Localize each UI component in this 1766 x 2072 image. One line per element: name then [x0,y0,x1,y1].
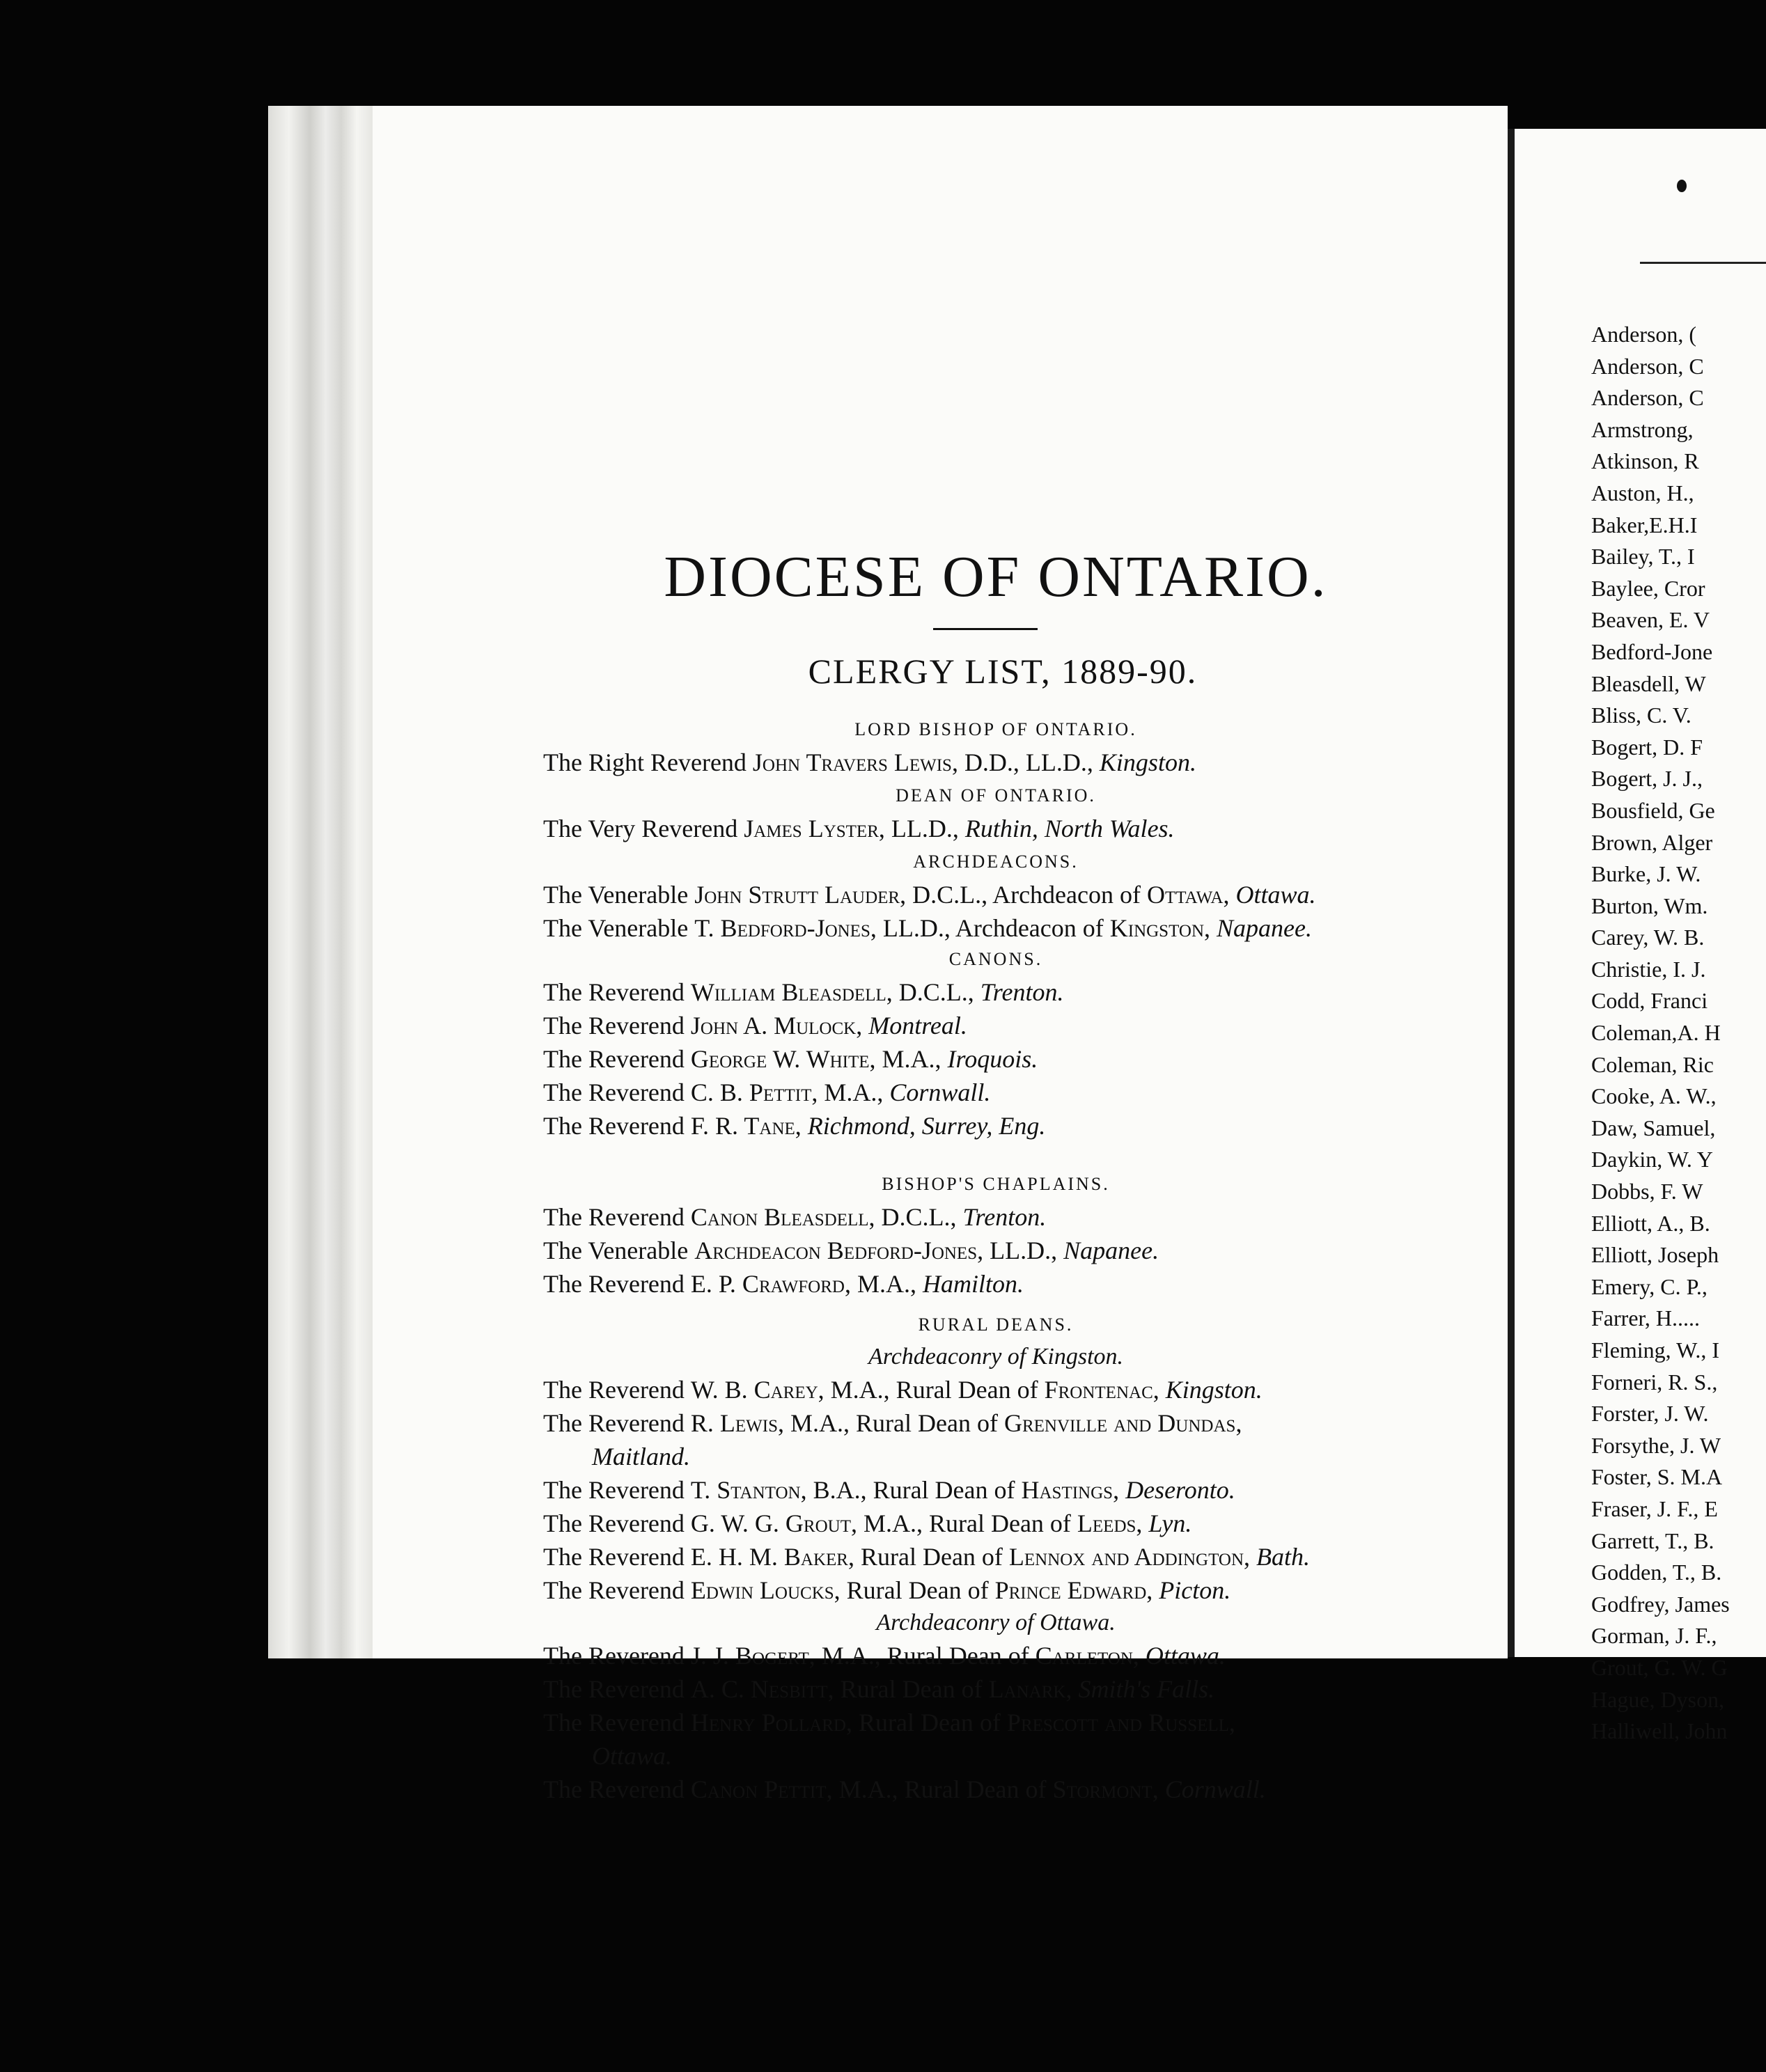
list-item: Cooke, A. W., [1591,1083,1717,1109]
title-rule [933,628,1038,630]
list-item: Daw, Samuel, [1591,1115,1716,1140]
index-list [1591,319,1766,1748]
archdeacon-entry: The Venerable John Strutt Lauder, D.C.L., Archdeacon of Ottawa, Ottawa. [543,881,1316,909]
bishop-entry: The Right Reverend John Travers Lewis, D.D., LL.D., Kingston. [543,748,1196,776]
list-item: Bousfield, Ge [1591,797,1715,823]
list-item: Beaven, E. V [1591,607,1710,633]
archdeacons-section [543,846,1448,945]
chaplain-entry: The Reverend Canon Bleasdell, D.C.L., Trenton. [543,1203,1047,1231]
rural-dean-entry: The Reverend R. Lewis, M.A., Rural Dean of Grenville and Dundas, Maitland. [543,1409,1242,1470]
list-item: Fleming, W., I [1591,1337,1720,1363]
page-edge-stack [268,106,373,1658]
list-item: Carey, W. B. [1591,925,1705,950]
list-item: Bleasdell, W [1591,670,1706,696]
chaplain-entry: The Venerable Archdeacon Bedford-Jones, LL.D., Napanee. [543,1237,1159,1264]
list-item: Anderson, ( [1591,322,1697,347]
bullet-mark [1677,180,1687,192]
chaplains-section [543,1168,1448,1301]
rural-dean-entry: The Reverend Henry Pollard, Rural Dean of Prescott and Russell, Ottawa. [543,1709,1235,1770]
list-item: Foster, S. M.A [1591,1464,1723,1490]
list-item: Grout, G. W. G [1591,1654,1728,1680]
rural-dean-entry: The Reverend T. Stanton, B.A., Rural Dean of Hastings, Deseronto. [543,1476,1235,1504]
dean-section [543,780,1448,845]
list-item: Anderson, C [1591,385,1704,411]
list-item: Baker,E.H.I [1591,512,1698,537]
rural-dean-entry: The Reverend A. C. Nesbitt, Rural Dean of Lanark, Smith's Falls. [543,1675,1215,1703]
list-item: Christie, I. J. [1591,956,1706,982]
list-item: Farrer, H..... [1591,1305,1700,1331]
rural-dean-entry: The Reverend J. J. Bogert, M.A., Rural Dean of Carleton, Ottawa. [543,1642,1226,1670]
canon-entry: The Reverend William Bleasdell, D.C.L., Trenton. [543,978,1064,1006]
list-item: Hague, Dyson, [1591,1686,1725,1712]
chaplains-heading: BISHOP'S CHAPLAINS. [882,1174,1110,1194]
bishop-section [543,714,1448,779]
list-item: Daykin, W. Y [1591,1147,1713,1172]
list-item: Atkinson, R [1591,448,1699,474]
list-item: Elliott, A., B. [1591,1210,1710,1236]
rural-dean-entry: The Reverend E. H. M. Baker, Rural Dean of Lennox and Addington, Bath. [543,1543,1311,1571]
rural-dean-entry: The Reverend Canon Pettit, M.A., Rural Dean of Stormont, Cornwall. [543,1775,1266,1803]
list-item: Bliss, C. V. [1591,703,1691,728]
canon-entry: The Reverend John A. Mulock, Montreal. [543,1012,967,1039]
list-item: Godfrey, James [1591,1591,1730,1617]
list-item: Armstrong, [1591,416,1694,442]
rural-deans-section [543,1309,1448,1806]
list-item: Gorman, J. F., [1591,1623,1717,1649]
list-item: Forsythe, J. W [1591,1432,1721,1458]
list-item: Bogert, D. F [1591,734,1703,760]
rural-dean-entry: The Reverend W. B. Carey, M.A., Rural Dean of Frontenac, Kingston. [543,1376,1263,1404]
list-item: Coleman,A. H [1591,1020,1721,1046]
list-item: Emery, C. P., [1591,1273,1708,1299]
archdeacons-heading: ARCHDEACONS. [913,851,1079,872]
list-item: Coleman, Ric [1591,1051,1714,1077]
list-item: Bogert, J. J., [1591,766,1703,792]
list-item: Auston, H., [1591,480,1694,505]
list-item: Forster, J. W. [1591,1401,1709,1427]
list-item: Godden, T., B. [1591,1560,1722,1585]
list-item: Brown, Alger [1591,829,1713,855]
archdeacon-entry: The Venerable T. Bedford-Jones, LL.D., Archdeacon of Kingston, Napanee. [543,914,1312,942]
list-item: Dobbs, F. W [1591,1179,1703,1204]
canon-entry: The Reverend George W. White, M.A., Iroquois. [543,1045,1038,1073]
list-item: Codd, Franci [1591,988,1708,1014]
page-title: DIOCESE OF ONTARIO. [664,544,1328,609]
kingston-archdeaconry-heading: Archdeaconry of Kingston. [868,1344,1124,1369]
canons-heading: CANONS. [948,949,1043,969]
right-page-rule [1640,262,1766,264]
list-item: Halliwell, John [1591,1718,1728,1744]
list-item: Garrett, T., B. [1591,1528,1714,1553]
list-item: Burke, J. W. [1591,861,1701,887]
list-item: Burton, Wm. [1591,893,1708,918]
rural-dean-entry: The Reverend Edwin Loucks, Rural Dean of Prince Edward, Picton. [543,1576,1231,1604]
ottawa-archdeaconry-heading: Archdeaconry of Ottawa. [876,1610,1116,1635]
list-item: Elliott, Joseph [1591,1242,1719,1268]
list-item: Bedford-Jone [1591,638,1713,664]
page-subtitle: CLERGY LIST, 1889-90. [808,652,1198,691]
list-item: Anderson, C [1591,353,1704,379]
dean-heading: DEAN OF ONTARIO. [896,785,1096,806]
canon-entry: The Reverend C. B. Pettit, M.A., Cornwall. [543,1078,991,1106]
list-item: Bailey, T., I [1591,544,1695,570]
rural-dean-entry: The Reverend G. W. G. Grout, M.A., Rural Dean of Leeds, Lyn. [543,1509,1192,1537]
list-item: Forneri, R. S., [1591,1369,1718,1395]
chaplain-entry: The Reverend E. P. Crawford, M.A., Hamilton. [543,1270,1024,1298]
bishop-heading: LORD BISHOP OF ONTARIO. [854,719,1137,739]
book-spine [1508,129,1515,1657]
list-item: Baylee, Cror [1591,575,1705,601]
canon-entry: The Reverend F. R. Tane, Richmond, Surrey, Eng. [543,1112,1046,1140]
list-item: Fraser, J. F., E [1591,1496,1718,1521]
canons-section [543,943,1448,1143]
dean-entry: The Very Reverend James Lyster, LL.D., Ruthin, North Wales. [543,815,1175,842]
rural-deans-heading: RURAL DEANS. [918,1314,1074,1335]
